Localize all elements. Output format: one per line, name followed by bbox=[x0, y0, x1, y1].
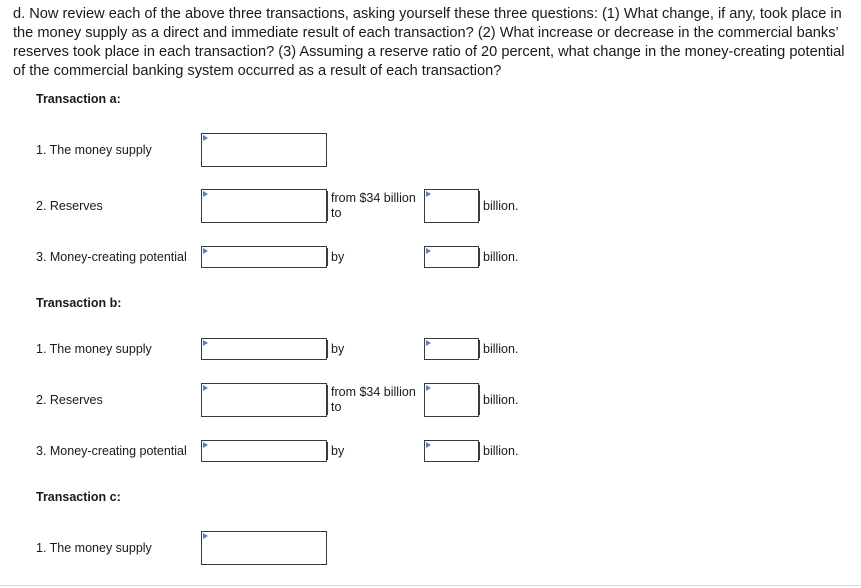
transaction-b-reserves-unit: billion. bbox=[479, 385, 518, 415]
transaction-b-reserves-from-to bbox=[327, 385, 416, 415]
dropdown-arrow-icon bbox=[203, 135, 208, 141]
dropdown-arrow-icon bbox=[426, 340, 431, 346]
dropdown-arrow-icon bbox=[203, 191, 208, 197]
transaction-a-potential-label: 3. Money-creating potential bbox=[36, 250, 187, 264]
transaction-c-money-supply-dropdown[interactable] bbox=[201, 531, 327, 565]
transaction-b-potential-unit: billion. bbox=[479, 442, 518, 460]
transaction-a-money-supply-dropdown[interactable] bbox=[201, 133, 327, 167]
transaction-a-potential-by: by bbox=[327, 248, 344, 266]
transaction-a-potential-dropdown[interactable] bbox=[201, 246, 327, 268]
dropdown-arrow-icon bbox=[426, 385, 431, 391]
transaction-b-potential-amount-input[interactable] bbox=[424, 440, 479, 462]
transaction-a-reserves-unit: billion. bbox=[479, 191, 518, 221]
transaction-a-money-supply-label: 1. The money supply bbox=[36, 143, 152, 157]
dropdown-arrow-icon bbox=[203, 340, 208, 346]
transaction-a-reserves-dropdown[interactable] bbox=[201, 189, 327, 223]
dropdown-arrow-icon bbox=[426, 248, 431, 254]
transaction-c-heading: Transaction c: bbox=[36, 490, 121, 504]
transaction-b-money-supply-amount-input[interactable] bbox=[424, 338, 479, 360]
transaction-a-potential-amount-input[interactable] bbox=[424, 246, 479, 268]
transaction-b-reserves-amount-input[interactable] bbox=[424, 383, 479, 417]
transaction-b-reserves-label: 2. Reserves bbox=[36, 393, 103, 407]
dropdown-arrow-icon bbox=[426, 442, 431, 448]
dropdown-arrow-icon bbox=[203, 248, 208, 254]
dropdown-arrow-icon bbox=[203, 385, 208, 391]
transaction-a-reserves-amount-input[interactable] bbox=[424, 189, 479, 223]
dropdown-arrow-icon bbox=[203, 442, 208, 448]
reserves-from-text: from $34 billion bbox=[331, 191, 416, 205]
dropdown-arrow-icon bbox=[426, 191, 431, 197]
transaction-b-money-supply-unit: billion. bbox=[479, 340, 518, 358]
transaction-b-reserves-dropdown[interactable] bbox=[201, 383, 327, 417]
reserves-to-text: to bbox=[331, 400, 342, 414]
transaction-b-heading: Transaction b: bbox=[36, 296, 122, 310]
transaction-b-potential-dropdown[interactable] bbox=[201, 440, 327, 462]
transaction-b-money-supply-dropdown[interactable] bbox=[201, 338, 327, 360]
transaction-b-potential-label: 3. Money-creating potential bbox=[36, 444, 187, 458]
reserves-from-text: from $34 billion bbox=[331, 385, 416, 399]
transaction-a-reserves-from-to bbox=[327, 191, 416, 221]
transaction-a-potential-unit: billion. bbox=[479, 248, 518, 266]
transaction-b-money-supply-label: 1. The money supply bbox=[36, 342, 152, 356]
dropdown-arrow-icon bbox=[203, 533, 208, 539]
transaction-c-money-supply-label: 1. The money supply bbox=[36, 541, 152, 555]
reserves-to-text: to bbox=[331, 206, 342, 220]
transaction-b-money-supply-by: by bbox=[327, 340, 344, 358]
question-text: d. Now review each of the above three transactions, asking yourself these three questions: (1) What change, if any, took place in the money supply as a direct and immediate result of each transaction? (2) What increase or decrease in the commercial banks’ reserves took place in each transaction? (3) Assuming a reserve ratio of 20 percent, what change in the money-creating potential of the commercial banking system occurred as a result of each transaction? bbox=[13, 6, 845, 79]
bottom-divider bbox=[0, 585, 861, 586]
transaction-b-potential-by: by bbox=[327, 442, 344, 460]
transaction-a-heading: Transaction a: bbox=[36, 92, 121, 106]
transaction-a-reserves-label: 2. Reserves bbox=[36, 199, 103, 213]
